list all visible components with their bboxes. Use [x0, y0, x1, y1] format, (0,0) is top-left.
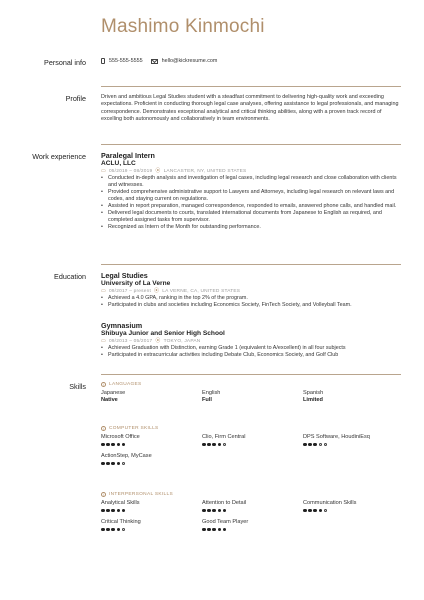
- skill-rating: [101, 507, 202, 514]
- rating-dot-filled: [101, 443, 105, 447]
- job-meta: [101, 168, 401, 175]
- info-icon: i: [102, 383, 105, 387]
- rating-dot-filled: [223, 528, 227, 532]
- rating-dot-filled: [111, 462, 115, 466]
- skill-item: [101, 500, 202, 514]
- list-item: • Achieved Graduation with Distinction, earning Grade 1 (equivalent to A/excellent) in all four subjects: [101, 345, 401, 352]
- rating-dot-filled: [202, 443, 206, 447]
- list-item: • Conducted in-depth analysis and investigation of legal cases, including legal research and close collaboration with clients and witnesses.: [101, 175, 401, 189]
- rating-dot-filled: [207, 443, 211, 447]
- education-location: TOKYO, JAPAN: [163, 339, 201, 344]
- rating-dot-filled: [207, 528, 211, 532]
- education-meta: [101, 288, 401, 295]
- language-item: [202, 390, 303, 404]
- rating-dot-filled: [106, 443, 110, 447]
- job-org: ACLU, LLC: [101, 160, 136, 167]
- skill-name: ActionStep, MyCase: [101, 453, 152, 459]
- rating-dot-empty: [324, 443, 328, 447]
- language-name: Spanish: [303, 390, 324, 396]
- skill-item: [202, 434, 303, 448]
- language-level: Full: [202, 397, 212, 403]
- rating-dot-filled: [101, 462, 105, 466]
- skill-rating: [202, 507, 303, 514]
- rating-dot-filled: [122, 443, 126, 447]
- location-pin-icon: ⦿: [154, 288, 160, 294]
- rating-dot-filled: [106, 528, 110, 532]
- interpersonal-skills-grid: [101, 500, 401, 533]
- phone-icon: [101, 58, 105, 64]
- job-title: Paralegal Intern: [101, 151, 155, 160]
- rating-dot-filled: [207, 509, 211, 513]
- language-level: Limited: [303, 397, 323, 403]
- calendar-icon: ▭: [101, 288, 106, 294]
- education-bullets: [101, 345, 401, 359]
- skill-item: [101, 453, 202, 467]
- info-icon: i: [102, 493, 105, 497]
- language-name: English: [202, 390, 221, 396]
- rating-dot-filled: [218, 528, 222, 532]
- computer-skills-heading: [101, 426, 401, 431]
- education-dates: 09/2013 – 05/2017: [108, 339, 153, 344]
- degree-title: Gymnasium: [101, 321, 143, 330]
- rating-dot-empty: [324, 509, 328, 513]
- rating-dot-filled: [117, 443, 121, 447]
- job-location: LANCASTER, NY, UNITED STATES: [163, 169, 247, 174]
- languages-grid: [101, 390, 401, 404]
- list-item: • Achieved a 4.0 GPA, ranking in the top 2% of the program.: [101, 295, 401, 302]
- skill-item: [202, 500, 303, 514]
- languages-block: [101, 382, 401, 404]
- education-dates: 09/2017 – present: [108, 289, 152, 294]
- rating-dot-filled: [106, 462, 110, 466]
- skill-item: [101, 519, 202, 533]
- divider: [101, 374, 401, 375]
- skill-rating: [101, 526, 202, 533]
- rating-dot-filled: [101, 509, 105, 513]
- rating-dot-filled: [212, 528, 216, 532]
- skill-name: Critical Thinking: [101, 519, 141, 525]
- language-item: [101, 390, 202, 404]
- computer-skills-heading-text: COMPUTER SKILLS: [109, 426, 159, 431]
- interpersonal-skills-heading: [101, 492, 401, 497]
- list-item: • Provided comprehensive administrative support to Lawyers and Attorneys, including legal research on relevant laws and codes, and staying current on regulations.: [101, 189, 401, 203]
- skill-name: DPS Software, HoudiniEsq: [303, 434, 370, 440]
- divider: [101, 264, 401, 265]
- computer-skills-grid: [101, 434, 401, 467]
- school-name: University of La Verne: [101, 280, 171, 287]
- rating-dot-filled: [117, 462, 121, 466]
- computer-skills-block: [101, 426, 401, 467]
- rating-dot-filled: [212, 443, 216, 447]
- rating-dot-filled: [111, 509, 115, 513]
- rating-dot-filled: [223, 509, 227, 513]
- rating-dot-empty: [223, 443, 227, 447]
- skill-name: Good Team Player: [202, 519, 249, 525]
- envelope-icon: [151, 59, 158, 64]
- job-dates: 05/2019 – 08/2019: [108, 169, 153, 174]
- education-meta: [101, 338, 401, 345]
- work-experience-label: Work experience: [32, 152, 86, 161]
- rating-dot-filled: [303, 509, 307, 513]
- divider: [101, 86, 401, 87]
- calendar-icon: ▭: [101, 168, 106, 174]
- divider: [101, 144, 401, 145]
- location-pin-icon: ⦿: [155, 168, 161, 174]
- languages-heading: [101, 382, 401, 387]
- skill-name: Analytical Skills: [101, 500, 140, 506]
- rating-dot-empty: [319, 443, 323, 447]
- skill-item: [202, 519, 303, 533]
- rating-dot-filled: [122, 509, 126, 513]
- contact-row: [101, 58, 401, 64]
- rating-dot-empty: [122, 462, 126, 466]
- skill-rating: [303, 441, 401, 448]
- skill-name: Attention to Detail: [202, 500, 247, 506]
- skill-name: Communication Skills: [303, 500, 357, 506]
- resume-name: Mashimo Kinmochi: [101, 16, 265, 37]
- skill-item: [101, 434, 202, 448]
- skill-item: [303, 500, 401, 514]
- skill-name: Microsoft Office: [101, 434, 140, 440]
- skills-label: Skills: [69, 382, 86, 391]
- list-item: • Assisted in report preparation, managed correspondence, responded to emails, answered phone calls, and handled mail.: [101, 203, 401, 210]
- list-item: • Participated in extracurricular activities including Debate Club, Economics Society, and Golf Club: [101, 352, 401, 359]
- phone-text: 555-555-5555: [109, 58, 143, 64]
- rating-dot-filled: [202, 509, 206, 513]
- list-item: • Participated in clubs and societies including Economics Society, FinTech Society, and Volleyball Team.: [101, 302, 401, 309]
- job-bullets: [101, 175, 401, 231]
- language-name: Japanese: [101, 390, 126, 396]
- education-entry: [101, 322, 401, 359]
- job-entry: [101, 152, 401, 231]
- language-level: Native: [101, 397, 118, 403]
- rating-dot-filled: [218, 443, 222, 447]
- rating-dot-filled: [202, 528, 206, 532]
- skill-rating: [303, 507, 401, 514]
- profile-text: Driven and ambitious Legal Studies student with a steadfast commitment to delivering high-quality work and exceeding expectations. Proficient in conducting thorough legal case analyses, offering assistance to legal professionals, and managing correspondence. Demonstrates exceptional analytical and critical thinking abilities, along with a proven track record of excelling both autonomously and collaboratively in team environments.: [101, 94, 399, 123]
- rating-dot-filled: [319, 509, 323, 513]
- personal-info-label: Personal info: [44, 58, 86, 67]
- rating-dot-filled: [111, 528, 115, 532]
- list-item: • Delivered legal documents to courts, translated international documents from Japanese to English as required, and completed assigned tasks from supervisor.: [101, 210, 401, 224]
- interpersonal-skills-block: [101, 492, 401, 533]
- languages-heading-text: LANGUAGES: [109, 382, 142, 387]
- profile-label: Profile: [65, 94, 86, 103]
- rating-dot-filled: [101, 528, 105, 532]
- rating-dot-filled: [212, 509, 216, 513]
- phone-item: [101, 58, 143, 64]
- rating-dot-filled: [303, 443, 307, 447]
- skill-rating: [202, 526, 303, 533]
- rating-dot-filled: [111, 443, 115, 447]
- info-icon: i: [102, 427, 105, 431]
- rating-dot-filled: [308, 443, 312, 447]
- skill-rating: [101, 441, 202, 448]
- rating-dot-empty: [122, 528, 126, 532]
- rating-dot-filled: [106, 509, 110, 513]
- list-item: • Recognized as Intern of the Month for outstanding performance.: [101, 224, 401, 231]
- rating-dot-filled: [117, 509, 121, 513]
- language-item: [303, 390, 401, 404]
- rating-dot-filled: [313, 443, 317, 447]
- education-location: LA VERNE, CA, UNITED STATES: [162, 289, 241, 294]
- degree-title: Legal Studies: [101, 271, 148, 280]
- education-label: Education: [54, 272, 86, 281]
- skill-rating: [202, 441, 303, 448]
- rating-dot-filled: [308, 509, 312, 513]
- email-text: hello@kickresume.com: [161, 58, 218, 64]
- education-entry: [101, 272, 401, 309]
- school-name: Shibuya Junior and Senior High School: [101, 330, 225, 337]
- skill-item: [303, 434, 401, 448]
- education-bullets: [101, 295, 401, 309]
- calendar-icon: ▭: [101, 338, 106, 344]
- skill-rating: [101, 460, 202, 467]
- rating-dot-filled: [218, 509, 222, 513]
- location-pin-icon: ⦿: [155, 338, 161, 344]
- email-item: [151, 58, 218, 64]
- skill-name: Clio, Firm Central: [202, 434, 246, 440]
- rating-dot-filled: [117, 528, 121, 532]
- rating-dot-filled: [313, 509, 317, 513]
- interpersonal-skills-heading-text: INTERPERSONAL SKILLS: [109, 492, 173, 497]
